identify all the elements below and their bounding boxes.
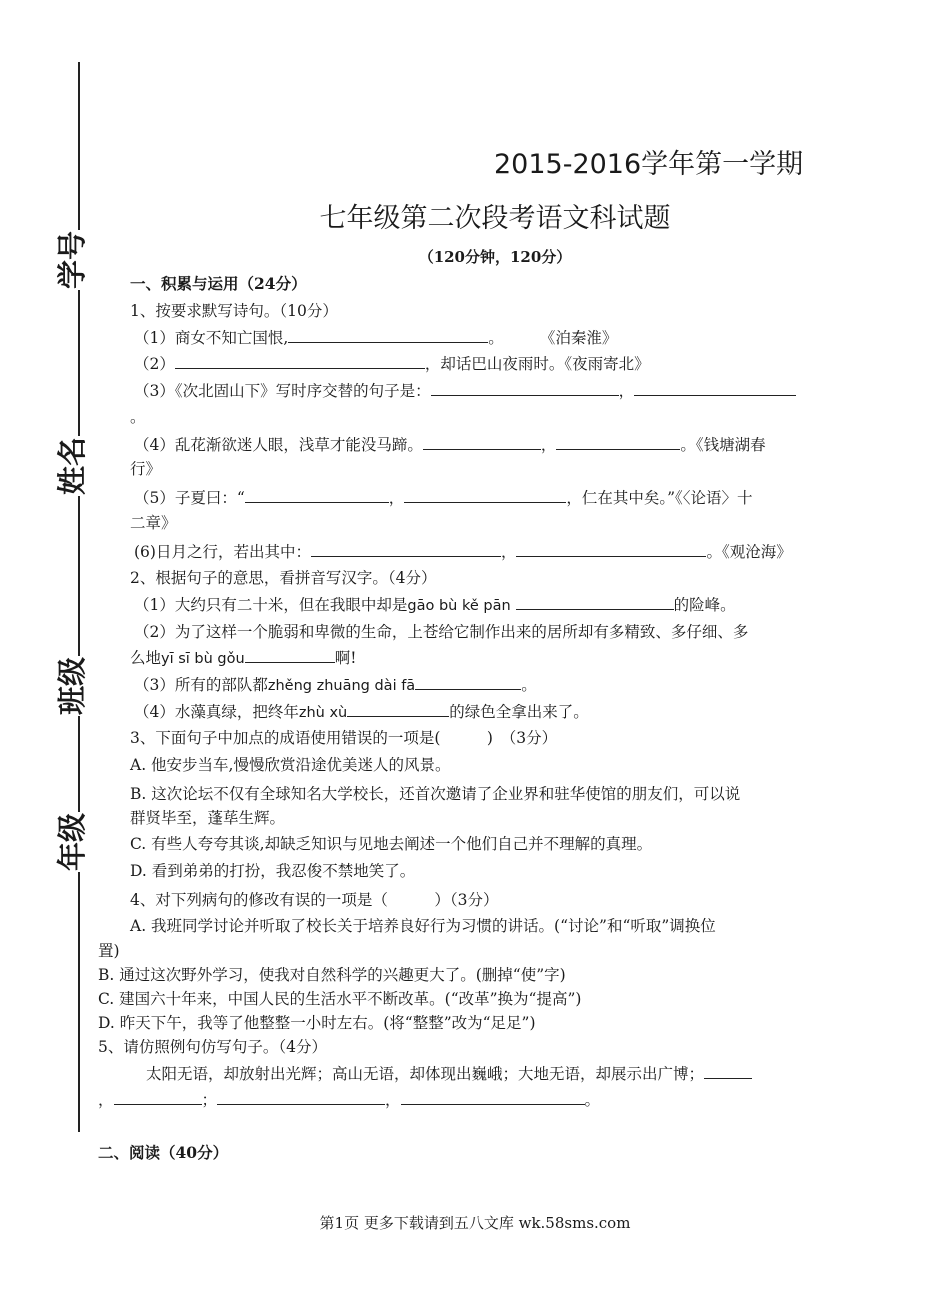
q2-line2-text: 么地 <box>130 649 162 667</box>
answer-blank[interactable] <box>245 488 389 503</box>
q4-option-a-cont: 置) <box>98 942 120 960</box>
q2-line3-text: （3）所有的部队都 <box>134 676 268 694</box>
q4-option-a: A. 我班同学讨论并听取了校长关于培养良好行为习惯的讲话。(“讨论”和“听取”调换位 <box>130 917 716 935</box>
q2-line3-end: 。 <box>521 676 537 694</box>
q2-line2: （2）为了这样一个脆弱和卑微的生命，上苍给它制作出来的居所却有多精致、多仔细、多 <box>134 623 749 641</box>
q2-line1-text: （1）大约只有二十米，但在我眼中却是 <box>134 596 408 614</box>
q1-line3-text: （3）《次北固山下》写时序交替的句子是： <box>134 382 431 400</box>
q1-line5 <box>134 488 753 508</box>
answer-blank[interactable] <box>311 542 501 557</box>
q3-option-a: A. 他安步当车,慢慢欣赏沿途优美迷人的风景。 <box>130 756 451 774</box>
q2-title: 2、根据句子的意思，看拼音写汉字。（4分） <box>130 569 437 587</box>
q4-option-d: D. 昨天下午，我等了他整整一小时左右。(将“整整”改为“足足”) <box>98 1014 536 1032</box>
answer-blank[interactable] <box>431 381 619 396</box>
q1-line4-text: （4）乱花渐欲迷人眼，浅草才能没马蹄。 <box>134 436 423 454</box>
q2-line2-end: 啊! <box>334 649 357 667</box>
q1-line5-cont: 二章》 <box>130 514 177 532</box>
q1-line2-text: ，却话巴山夜雨时。《夜雨寄北》 <box>424 355 650 373</box>
q1-line4-cont: 行》 <box>130 460 162 478</box>
pinyin: zhù xù <box>298 705 348 721</box>
answer-blank[interactable] <box>175 354 425 369</box>
q3-option-d: D. 看到弟弟的打扮，我忍俊不禁地笑了。 <box>130 862 416 880</box>
q2-line1 <box>134 595 736 616</box>
q1-line3-sep: ， <box>618 382 635 400</box>
q1-line6-sep: ， <box>500 543 517 561</box>
answer-blank[interactable] <box>704 1064 752 1079</box>
section1-heading: 一、积累与运用（24分） <box>130 274 307 293</box>
section2-heading: 二、阅读（40分） <box>98 1143 229 1162</box>
answer-blank[interactable] <box>516 542 706 557</box>
answer-blank[interactable] <box>415 675 521 690</box>
answer-blank[interactable] <box>634 381 796 396</box>
name-label: 姓名 <box>40 436 100 496</box>
q5-end: 。 <box>584 1091 601 1109</box>
q1-line6 <box>134 542 792 562</box>
q1-line2 <box>134 354 650 374</box>
q1-line1-end: 。 <box>488 329 504 347</box>
pinyin: gāo bù kě pān <box>407 598 511 614</box>
q1-line1-text: （1）商女不知亡国恨, <box>134 329 289 347</box>
q1-line1-source: 《泊秦淮》 <box>539 329 618 347</box>
q5-sep: ， <box>385 1091 401 1109</box>
q5-example-text: 太阳无语，却放射出光辉；高山无语，却体现出巍峨；大地无语，却展示出广博； <box>146 1065 705 1083</box>
q3-title: 3、下面句子中加点的成语使用错误的一项是( ) （3分） <box>130 729 558 747</box>
grade-label: 年级 <box>40 812 100 872</box>
answer-blank[interactable] <box>347 702 449 717</box>
answer-blank[interactable] <box>245 648 335 663</box>
q5-title: 5、请仿照例句仿写句子。（4分） <box>98 1038 327 1056</box>
answer-blank[interactable] <box>217 1090 385 1105</box>
q3-option-b-cont: 群贤毕至，蓬荜生辉。 <box>130 809 286 827</box>
exam-subtitle: （120分钟，120分） <box>418 248 572 266</box>
q2-line4-text: （4）水藻真绿，把终年 <box>134 703 299 721</box>
answer-blank[interactable] <box>401 1090 585 1105</box>
answer-blank[interactable] <box>404 488 566 503</box>
q2-line1-end: 的险峰。 <box>673 596 736 614</box>
class-label: 班级 <box>40 656 100 716</box>
q4-title: 4、对下列病句的修改有误的一项是（ ）（3分） <box>130 891 499 909</box>
q5-answer-line <box>98 1090 600 1110</box>
q1-line6-source: 。《观沧海》 <box>706 543 792 561</box>
q2-line4-end: 的绿色全拿出来了。 <box>449 703 589 721</box>
q2-line2-cont <box>130 648 356 669</box>
q1-line6-text: (6)日月之行，若出其中： <box>134 543 311 561</box>
q1-line5-text: （5）子夏曰：“ <box>134 489 245 507</box>
q1-line4-source: 。《钱塘湖春 <box>680 436 766 454</box>
answer-blank[interactable] <box>423 435 541 450</box>
answer-blank[interactable] <box>114 1090 202 1105</box>
q3-option-c: C. 有些人夸夸其谈,却缺乏知识与见地去阐述一个他们自己并不理解的真理。 <box>130 835 653 853</box>
q5-example <box>146 1064 752 1084</box>
q1-line4-sep: ， <box>540 436 557 454</box>
exam-title: 七年级第二次段考语文科试题 <box>319 203 671 234</box>
answer-blank[interactable] <box>556 435 680 450</box>
q5-sep: ， <box>98 1091 114 1109</box>
q1-line1 <box>134 328 617 348</box>
pinyin: zhěng zhuāng dài fā <box>267 678 416 694</box>
answer-blank[interactable] <box>288 328 488 343</box>
page-footer: 第1页 更多下载请到五八文库 wk.58sms.com <box>319 1214 631 1232</box>
answer-blank[interactable] <box>516 595 674 610</box>
q1-line5-sep: ， <box>388 489 405 507</box>
q2-line3 <box>134 675 537 696</box>
q1-line5-source: ，仁在其中矣。”《〈论语〉十 <box>566 489 753 507</box>
q3-option-b: B. 这次论坛不仅有全球知名大学校长，还首次邀请了企业界和驻华使馆的朋友们，可以说 <box>130 785 741 803</box>
q5-sep: ； <box>201 1091 218 1109</box>
q1-line4 <box>134 435 766 455</box>
q1-title: 1、按要求默写诗句。（10分） <box>130 302 338 320</box>
q2-line4 <box>134 702 589 723</box>
q1-line3-end: 。 <box>130 408 146 426</box>
q1-line2-num: （2） <box>134 355 175 373</box>
q4-option-b: B. 通过这次野外学习，使我对自然科学的兴趣更大了。(删掉“使”字) <box>98 966 566 984</box>
student-id-label: 学号 <box>40 230 100 290</box>
semester-heading: 2015-2016学年第一学期 <box>494 149 804 180</box>
q1-line3 <box>134 381 796 401</box>
q4-option-c: C. 建国六十年来，中国人民的生活水平不断改革。(“改革”换为“提高”) <box>98 990 582 1008</box>
pinyin: yī sī bù gǒu <box>161 651 245 667</box>
